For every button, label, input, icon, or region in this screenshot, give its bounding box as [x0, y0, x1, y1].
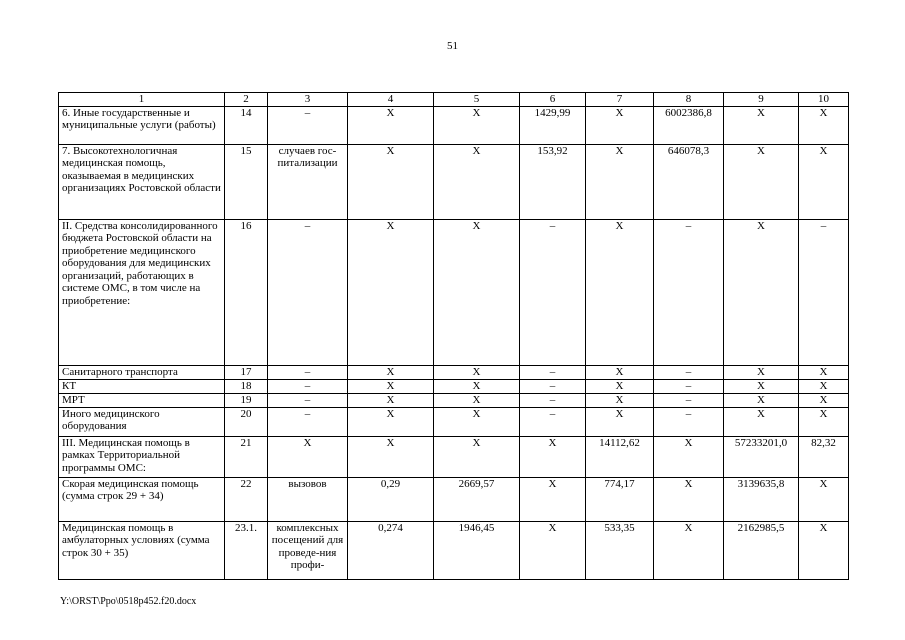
value-cell: –: [654, 379, 724, 393]
value-cell: Х: [586, 219, 654, 365]
value-cell: –: [520, 393, 586, 407]
value-cell: –: [520, 365, 586, 379]
table-row: [59, 365, 849, 379]
value-cell: 57233201,0: [724, 436, 799, 477]
row-number: 22: [225, 477, 268, 521]
value-cell: Х: [434, 365, 520, 379]
unit-cell: –: [268, 365, 348, 379]
value-cell: Х: [586, 379, 654, 393]
header-cell: 8: [654, 93, 724, 107]
header-cell: 10: [799, 93, 849, 107]
value-cell: Х: [434, 407, 520, 436]
row-number: 17: [225, 365, 268, 379]
row-label: II. Средства консолидированного бюджета Ростовской области на приобретение медицинского оборудования для медицинских организаций, работающих в системе ОМС, в том числе на приобретение:: [59, 219, 225, 365]
value-cell: –: [520, 379, 586, 393]
row-number: 19: [225, 393, 268, 407]
value-cell: Х: [799, 521, 849, 579]
row-label: МРТ: [59, 393, 225, 407]
table-row: [59, 521, 849, 579]
unit-cell: –: [268, 379, 348, 393]
value-cell: 0,274: [348, 521, 434, 579]
header-cell: 9: [724, 93, 799, 107]
value-cell: Х: [724, 379, 799, 393]
row-label: 7. Высокотехнологичная медицинская помощь, оказываемая в медицинских организациях Ростовской области: [59, 144, 225, 219]
table-row: [59, 393, 849, 407]
value-cell: 6002386,8: [654, 106, 724, 144]
row-number: 15: [225, 144, 268, 219]
unit-cell: комплексных посещений для проведе-ния профи-: [268, 521, 348, 579]
row-label: 6. Иные государственные и муниципальные услуги (работы): [59, 106, 225, 144]
value-cell: 2669,57: [434, 477, 520, 521]
row-number: 21: [225, 436, 268, 477]
value-cell: 0,29: [348, 477, 434, 521]
header-cell: 7: [586, 93, 654, 107]
value-cell: Х: [799, 106, 849, 144]
unit-cell: –: [268, 219, 348, 365]
unit-cell: Х: [268, 436, 348, 477]
value-cell: –: [654, 219, 724, 365]
value-cell: –: [520, 219, 586, 365]
row-label: Санитарного транспорта: [59, 365, 225, 379]
unit-cell: –: [268, 106, 348, 144]
value-cell: Х: [586, 144, 654, 219]
header-cell: 1: [59, 93, 225, 107]
value-cell: Х: [348, 407, 434, 436]
value-cell: –: [654, 365, 724, 379]
value-cell: Х: [434, 436, 520, 477]
table-row: [59, 407, 849, 436]
value-cell: Х: [348, 393, 434, 407]
value-cell: –: [799, 219, 849, 365]
unit-cell: –: [268, 393, 348, 407]
value-cell: –: [654, 407, 724, 436]
value-cell: Х: [724, 106, 799, 144]
header-cell: 3: [268, 93, 348, 107]
row-number: 20: [225, 407, 268, 436]
value-cell: Х: [348, 379, 434, 393]
value-cell: 774,17: [586, 477, 654, 521]
value-cell: Х: [520, 477, 586, 521]
value-cell: 533,35: [586, 521, 654, 579]
unit-cell: вызовов: [268, 477, 348, 521]
table-row: [59, 436, 849, 477]
value-cell: Х: [520, 436, 586, 477]
table-row: [59, 379, 849, 393]
value-cell: Х: [348, 436, 434, 477]
header-cell: 2: [225, 93, 268, 107]
table-row: [59, 477, 849, 521]
value-cell: Х: [348, 144, 434, 219]
value-cell: Х: [799, 144, 849, 219]
value-cell: Х: [799, 393, 849, 407]
row-number: 16: [225, 219, 268, 365]
table-row: [59, 219, 849, 365]
value-cell: 1429,99: [520, 106, 586, 144]
value-cell: 1946,45: [434, 521, 520, 579]
value-cell: 3139635,8: [724, 477, 799, 521]
row-label: КТ: [59, 379, 225, 393]
value-cell: Х: [724, 219, 799, 365]
value-cell: 153,92: [520, 144, 586, 219]
row-label: Скорая медицинская помощь (сумма строк 29 + 34): [59, 477, 225, 521]
value-cell: Х: [586, 407, 654, 436]
row-number: 18: [225, 379, 268, 393]
value-cell: 2162985,5: [724, 521, 799, 579]
value-cell: Х: [799, 365, 849, 379]
value-cell: Х: [724, 393, 799, 407]
value-cell: Х: [434, 219, 520, 365]
header-row: [59, 93, 849, 107]
table-row: [59, 106, 849, 144]
value-cell: Х: [724, 365, 799, 379]
value-cell: 14112,62: [586, 436, 654, 477]
value-cell: –: [520, 407, 586, 436]
value-cell: Х: [799, 379, 849, 393]
value-cell: Х: [586, 393, 654, 407]
header-cell: 4: [348, 93, 434, 107]
value-cell: Х: [799, 407, 849, 436]
value-cell: Х: [348, 106, 434, 144]
value-cell: 646078,3: [654, 144, 724, 219]
value-cell: Х: [348, 365, 434, 379]
row-label: Иного медицинского оборудования: [59, 407, 225, 436]
value-cell: Х: [586, 365, 654, 379]
row-label: Медицинская помощь в амбулаторных условиях (сумма строк 30 + 35): [59, 521, 225, 579]
header-cell: 6: [520, 93, 586, 107]
row-number: 14: [225, 106, 268, 144]
value-cell: Х: [654, 436, 724, 477]
value-cell: Х: [654, 521, 724, 579]
value-cell: Х: [434, 379, 520, 393]
data-table: [58, 92, 849, 580]
value-cell: Х: [520, 521, 586, 579]
value-cell: –: [654, 393, 724, 407]
row-number: 23.1.: [225, 521, 268, 579]
value-cell: Х: [434, 393, 520, 407]
value-cell: Х: [434, 144, 520, 219]
unit-cell: –: [268, 407, 348, 436]
value-cell: Х: [434, 106, 520, 144]
value-cell: Х: [724, 144, 799, 219]
page-number: 51: [447, 40, 458, 52]
value-cell: 82,32: [799, 436, 849, 477]
header-cell: 5: [434, 93, 520, 107]
table-row: [59, 144, 849, 219]
value-cell: Х: [799, 477, 849, 521]
unit-cell: случаев гос-питализации: [268, 144, 348, 219]
row-label: III. Медицинская помощь в рамках Территориальной программы ОМС:: [59, 436, 225, 477]
file-path-footer: Y:\ORST\Ppo\0518p452.f20.docx: [60, 596, 197, 607]
value-cell: Х: [348, 219, 434, 365]
value-cell: Х: [654, 477, 724, 521]
value-cell: Х: [724, 407, 799, 436]
value-cell: Х: [586, 106, 654, 144]
